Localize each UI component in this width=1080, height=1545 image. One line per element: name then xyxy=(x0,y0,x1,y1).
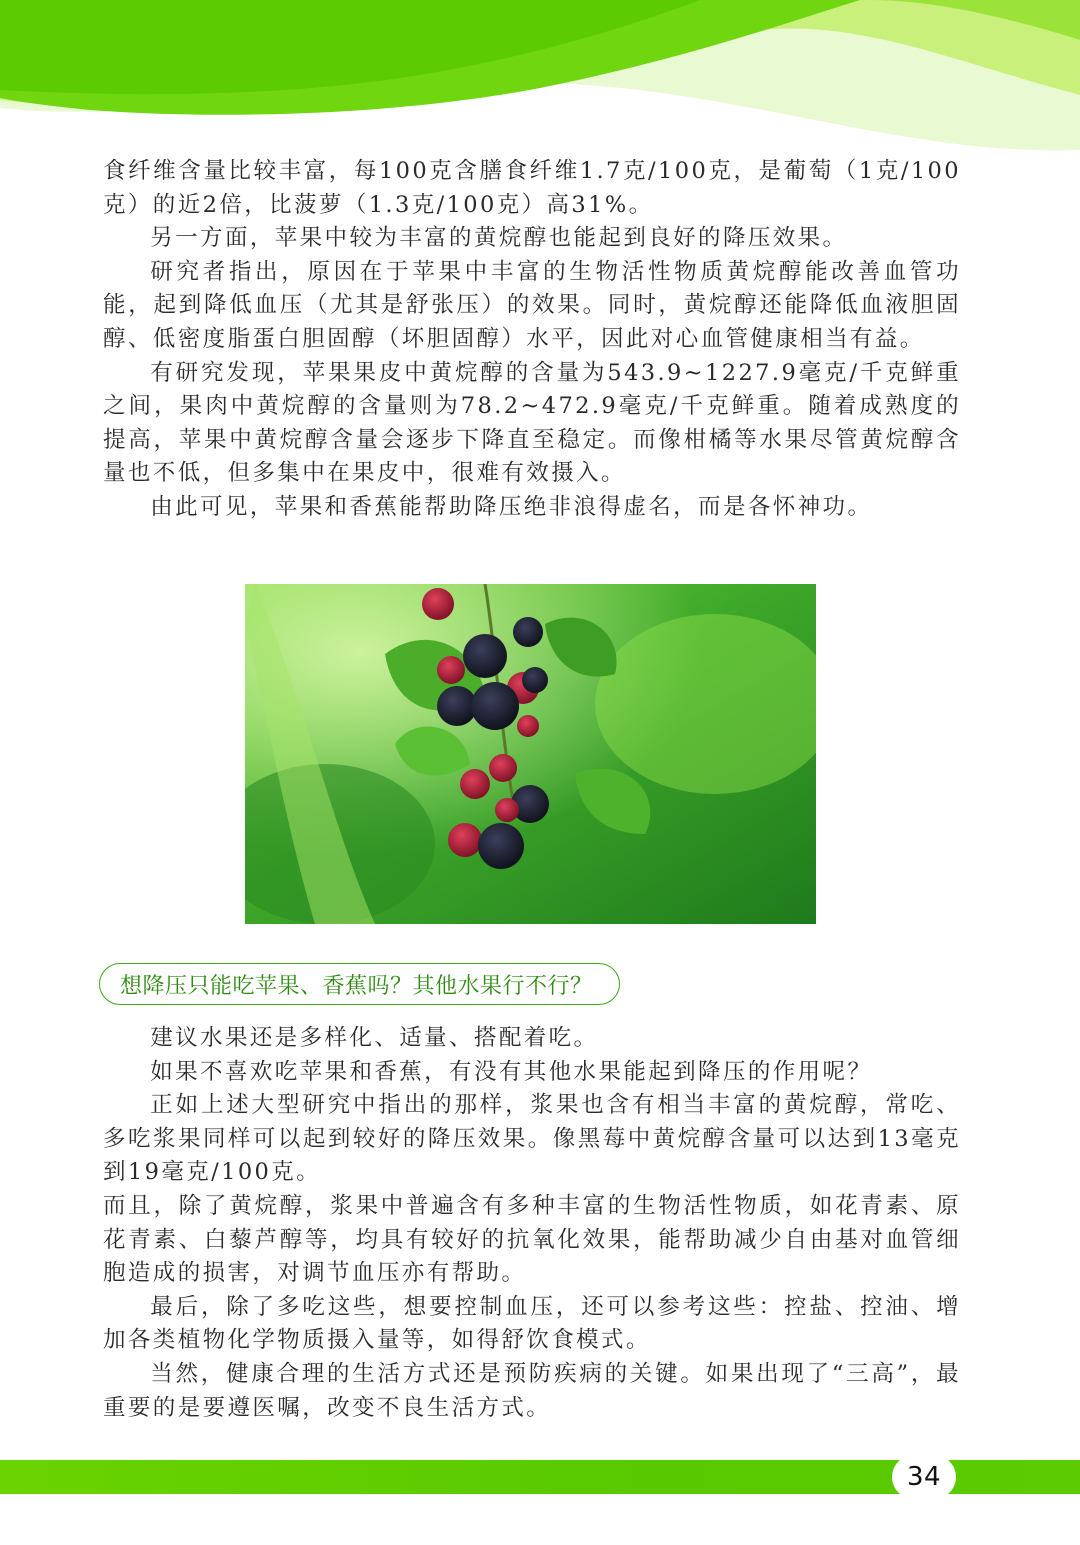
paragraph: 建议水果还是多样化、适量、搭配着吃。 xyxy=(150,1025,599,1051)
upper-text-block xyxy=(103,155,961,525)
paragraph: 如果不喜欢吃苹果和香蕉，有没有其他水果能起到降压的作用呢？ xyxy=(150,1058,873,1085)
paragraph: 研究者指出，原因在于苹果中丰富的生物活性物质黄烷醇能改善血管功能，起到降低血压（尤其是舒张压）的效果。同时，黄烷醇还能降低血液胆固醇、低密度脂蛋白胆固醇（坏胆固醇）水平，因此对心血管健康相当有益。 xyxy=(103,258,961,352)
paragraph: 由此可见，苹果和香蕉能帮助降压绝非浪得虚名，而是各怀神功。 xyxy=(150,493,873,520)
paragraph: 有研究发现，苹果果皮中黄烷醇的含量为543.9~1227.9毫克/千克鲜重之间，果肉中黄烷醇的含量则为78.2~472.9毫克/千克鲜重。随着成熟度的提高，苹果中黄烷醇含量会逐步下降直至稳定。而像柑橘等水果尽管黄烷醇含量也不低，但多集中在果皮中，很难有效摄入。 xyxy=(103,359,961,487)
paragraph: 最后，除了多吃这些，想要控制血压，还可以参考这些：控盐、控油、增加各类植物化学物质摄入量等，如得舒饮食模式。 xyxy=(103,1293,961,1354)
lower-text-block xyxy=(103,1022,961,1425)
page-number: 34 xyxy=(892,1455,956,1499)
section-heading: 想降压只能吃苹果、香蕉吗？其他水果行不行？ xyxy=(99,963,620,1005)
paragraph: 而且，除了黄烷醇，浆果中普遍含有多种丰富的生物活性物质，如花青素、原花青素、白藜芦醇等，均具有较好的抗氧化效果，能帮助减少自由基对血管细胞造成的损害，对调节血压亦有帮助。 xyxy=(103,1192,961,1287)
paragraph-continuation: 食纤维含量比较丰富，每100克含膳食纤维1.7克/100克，是葡萄（1克/100克）的近2倍，比菠萝（1.3克/100克）高31%。 xyxy=(103,158,961,218)
paragraph: 正如上述大型研究中指出的那样，浆果也含有相当丰富的黄烷醇，常吃、多吃浆果同样可以起到较好的降压效果。像黑莓中黄烷醇含量可以达到13毫克到19毫克/100克。 xyxy=(103,1092,961,1186)
paragraph: 另一方面，苹果中较为丰富的黄烷醇也能起到良好的降压效果。 xyxy=(150,225,848,252)
blackberry-photo xyxy=(245,584,816,924)
header-wave-decoration xyxy=(0,0,1080,160)
paragraph: 当然，健康合理的生活方式还是预防疾病的关键。如果出现了“三高”，最重要的是要遵医嘱，改变不良生活方式。 xyxy=(103,1360,961,1421)
